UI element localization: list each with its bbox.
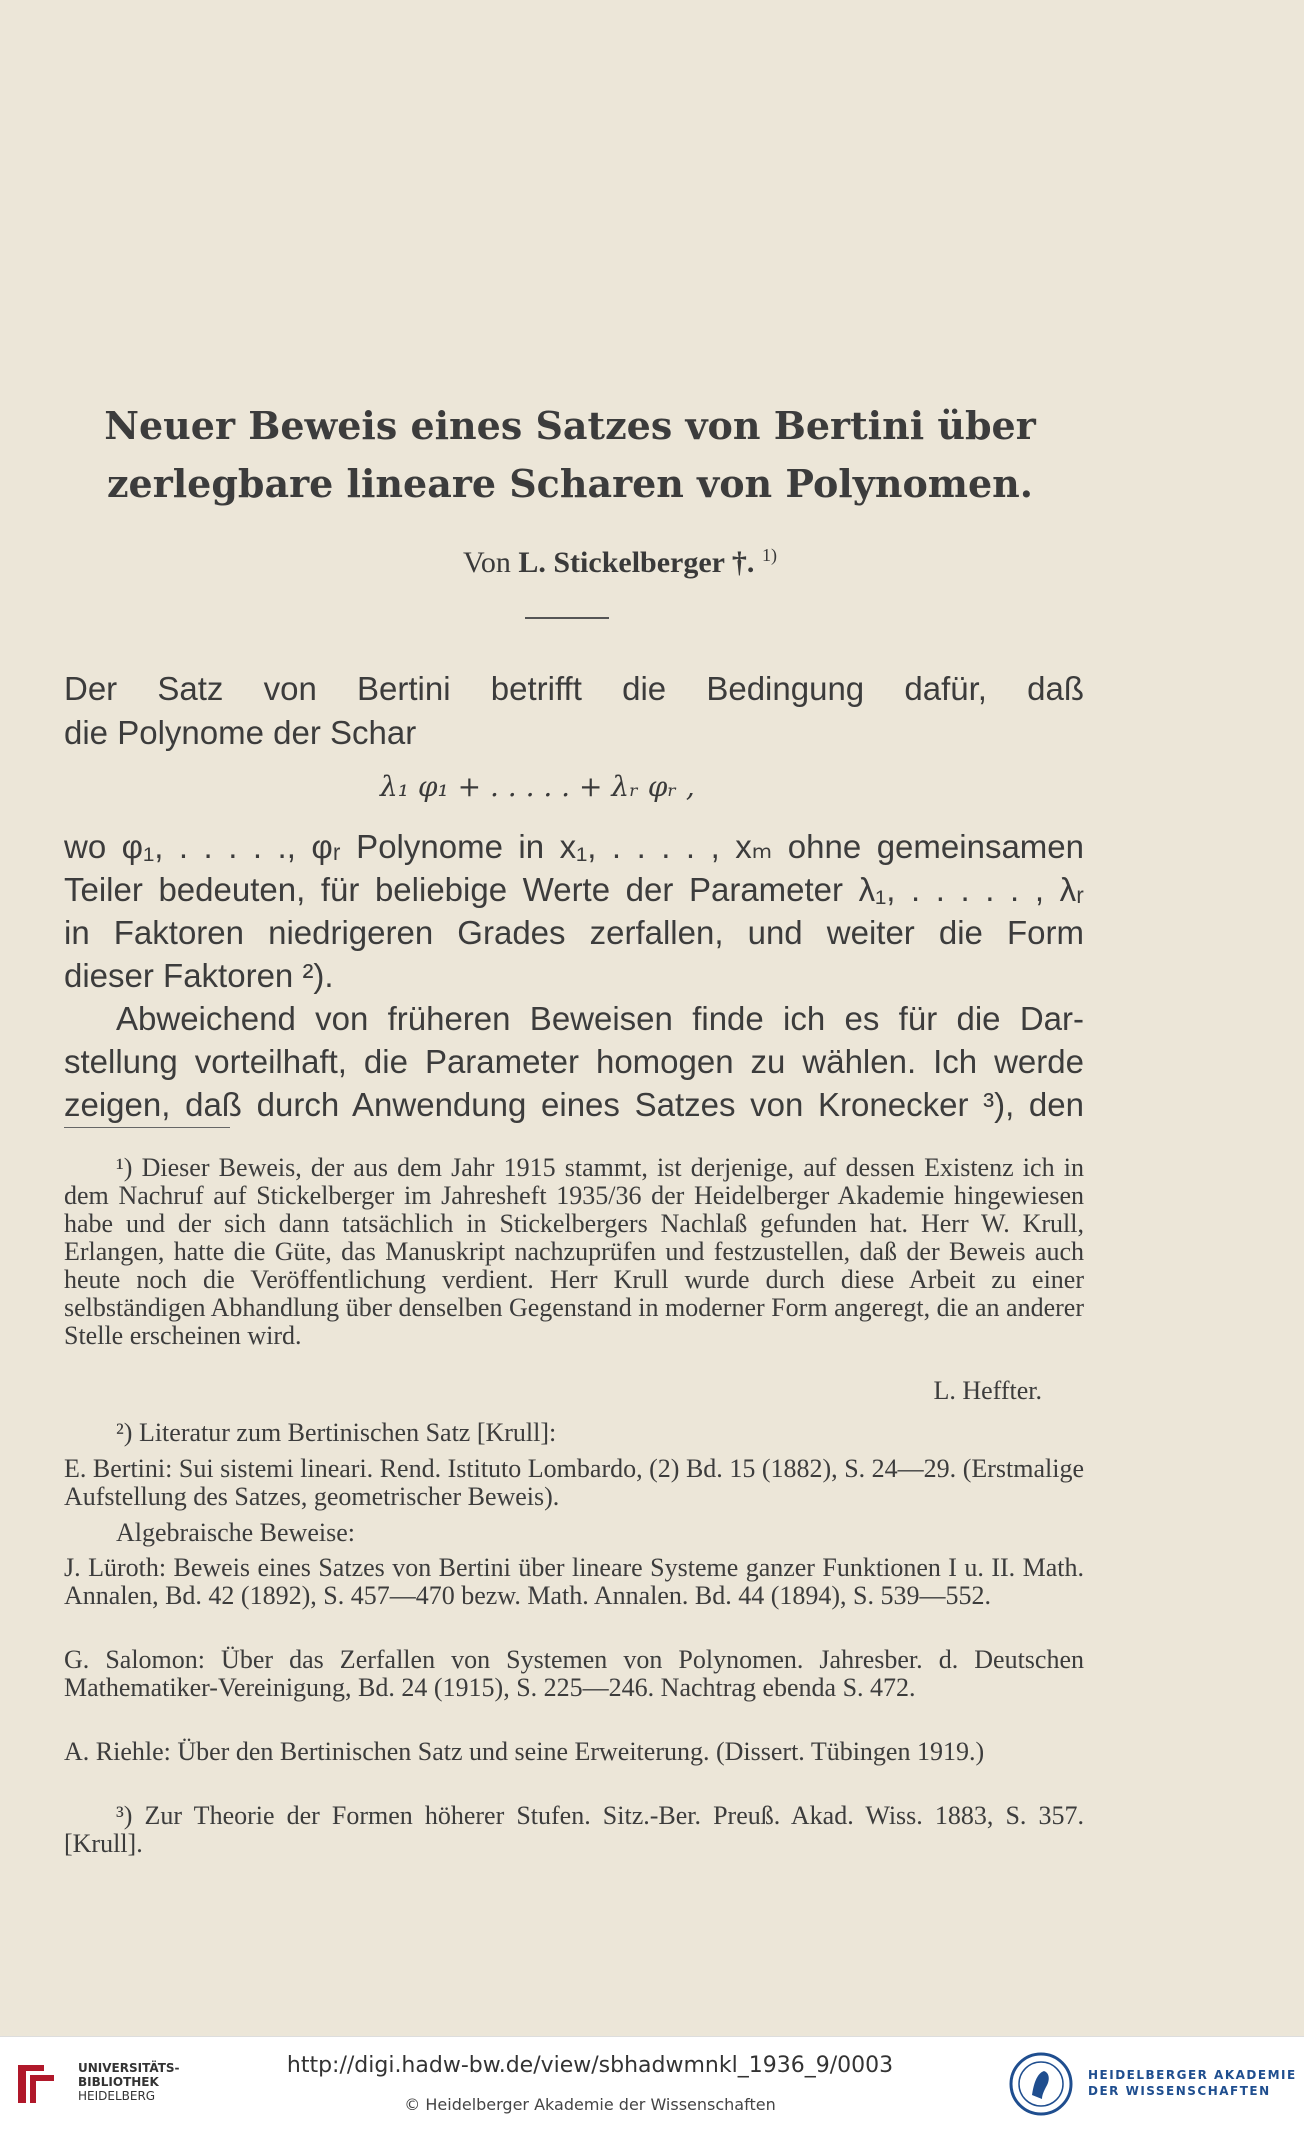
body-line-4: Teiler bedeuten, für beliebige Werte der Parameter λ₁, . . . . . , λᵣ bbox=[64, 871, 1084, 908]
formula: λ₁ φ₁ + . . . . . + λᵣ φᵣ , bbox=[380, 770, 695, 803]
footnote-2-bertini: E. Bertini: Sui sistemi lineari. Rend. Istituto Lombardo, (2) Bd. 15 (1882), S. 24—29. (Erstmalige Aufstellung des Satzes, geometrischer Beweis). bbox=[64, 1454, 1084, 1511]
footnote-rule bbox=[64, 1127, 230, 1128]
footnote-3: ³) Zur Theorie der Formen höherer Stufen. Sitz.-Ber. Preuß. Akad. Wiss. 1883, S. 357. [Krull]. bbox=[64, 1801, 1084, 1858]
academy-seal-icon[interactable] bbox=[1008, 2051, 1074, 2122]
byline-prefix: Von bbox=[463, 546, 511, 579]
byline-author: L. Stickelberger †. bbox=[518, 546, 755, 579]
university-library-logo-icon[interactable] bbox=[14, 2059, 70, 2114]
body-line-6: dieser Faktoren ²). bbox=[64, 957, 334, 994]
body-line-8: stellung vorteilhaft, die Parameter homogen zu wählen. Ich werde bbox=[64, 1043, 1084, 1080]
footnote-2: ²) Literatur zum Bertinischen Satz [Krull]: bbox=[116, 1418, 557, 1447]
byline bbox=[60, 545, 1180, 580]
body-line-1: Der Satz von Bertini betrifft die Bedingung dafür, daß bbox=[64, 670, 1084, 707]
title-rule bbox=[525, 617, 609, 619]
copyright-notice: © Heidelberger Akademie der Wissenschaften bbox=[404, 2095, 776, 2114]
permalink-url[interactable]: http://digi.hadw-bw.de/view/sbhadwmnkl_1936_9/0003 bbox=[286, 2053, 894, 2078]
byline-footnote-ref: 1) bbox=[761, 545, 777, 565]
title-line-2: zerlegbare lineare Scharen von Polynomen. bbox=[106, 461, 1034, 506]
footnote-1-signature: L. Heffter. bbox=[933, 1376, 1042, 1405]
university-library-name: UNIVERSITÄTS- BIBLIOTHEK HEIDELBERG bbox=[78, 2061, 180, 2103]
footnote-2-lueroth: J. Lüroth: Beweis eines Satzes von Bertini über lineare Systeme ganzer Funktionen I u. II. Math. Annalen, Bd. 42 (1892), S. 457—470 bezw. Math. Annalen. Bd. 44 (1894), S. 539—552. bbox=[64, 1553, 1084, 1610]
footnote-2-heading: Algebraische Beweise: bbox=[116, 1518, 355, 1547]
body-line-3: wo φ₁, . . . . ., φᵣ Polynome in x₁, . . . . , xₘ ohne gemeinsamen bbox=[64, 828, 1084, 865]
body-line-2: die Polynome der Schar bbox=[64, 714, 417, 751]
footnote-2-riehle: A. Riehle: Über den Bertinischen Satz und seine Erweiterung. (Dissert. Tübingen 1919.) bbox=[64, 1737, 985, 1766]
title-line-1: Neuer Beweis eines Satzes von Bertini über bbox=[104, 403, 1036, 448]
footer-bar bbox=[0, 2036, 1304, 2129]
footnote-2-salomon: G. Salomon: Über das Zerfallen von Systemen von Polynomen. Jahresber. d. Deutschen Mathematiker-Vereinigung, Bd. 24 (1915), S. 225—246. Nachtrag ebenda S. 472. bbox=[64, 1645, 1084, 1702]
footnote-1: ¹) Dieser Beweis, der aus dem Jahr 1915 stammt, ist derjenige, auf dessen Existenz ich in dem Nachruf auf Stickelberger im Jahresheft 1935/36 der Heidelberger Akademie hingewiesen habe und der sich dann tatsächlich in Stickelbergers Nachlaß gefunden hat. Herr W. Krull, Erlangen, hatte die Güte, das Manuskript nachzuprüfen und festzustellen, daß der Beweis auch heute noch die Veröffentlichung verdient. Herr Krull wurde durch diese Arbeit zu einer selbständigen Abhandlung über denselben Gegenstand in moderner Form angeregt, die an anderer Stelle erscheinen wird. bbox=[64, 1153, 1084, 1350]
body-line-7: Abweichend von früheren Beweisen finde ich es für die Dar- bbox=[116, 1000, 1084, 1037]
body-line-5: in Faktoren niedrigeren Grades zerfallen, und weiter die Form bbox=[64, 914, 1084, 951]
academy-name: HEIDELBERGER AKADEMIE DER WISSENSCHAFTEN bbox=[1088, 2068, 1297, 2098]
body-line-9: zeigen, daß durch Anwendung eines Satzes von Kronecker ³), den bbox=[64, 1086, 1084, 1123]
